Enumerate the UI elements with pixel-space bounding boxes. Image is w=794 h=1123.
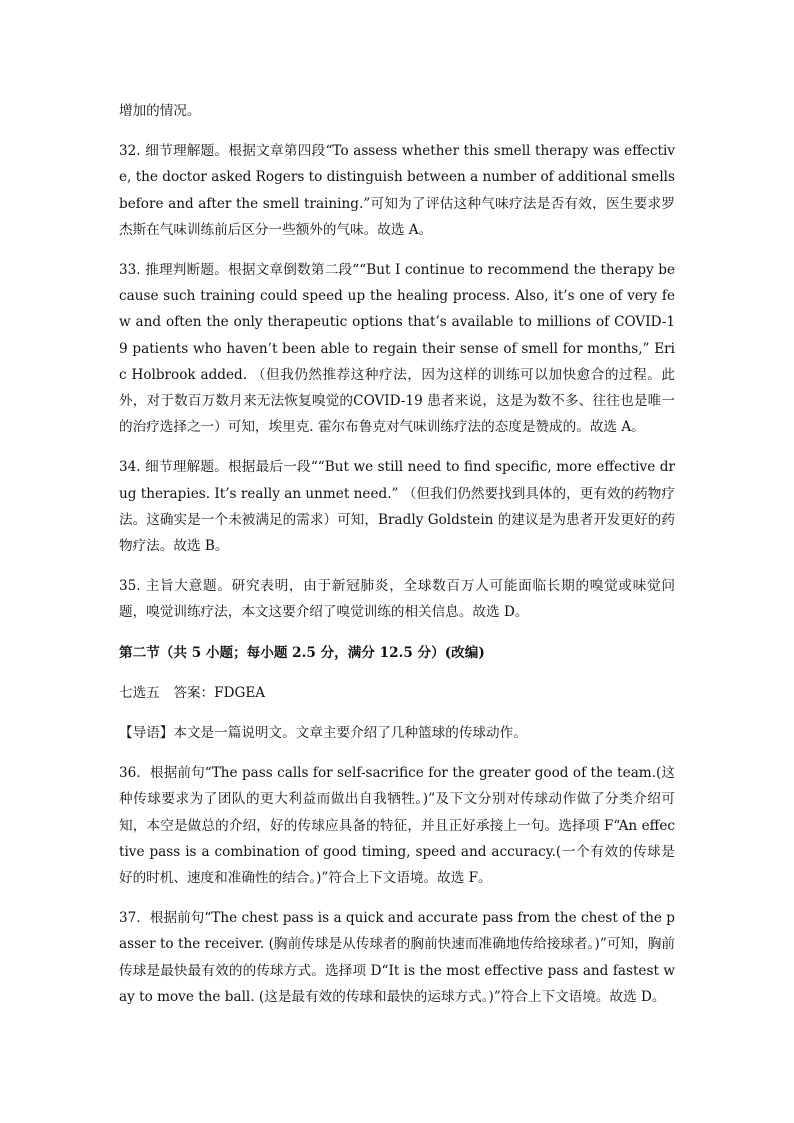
answer-36-explanation: 36．根据前句“The pass calls for self-sacrifice for the greater good of the team.(这种传球要求为了团队的更大利益而做出自我牺牲。)”及下文分别对传球动作做了分类介绍可知，本空是做总的介绍，好的传球应具备的特征，并且正好承接上一句。选择项 F“An effective pass is a combination of good timing, speed and accuracy.(一个有效的传球是好的时机、速度和准确性的结合。)”符合上下文语境。故选 F。 bbox=[119, 765, 675, 887]
answer-32-explanation: 32. 细节理解题。根据文章第四段“To assess whether this smell therapy was effective, the doctor asked Rogers to distinguish between a number of additional smells before and after the smell training.”可知为了评估这种气味疗法是否有效，医生要求罗杰斯在气味训练前后区分一些额外的气味。故选 A。 bbox=[119, 143, 675, 238]
document-body bbox=[119, 98, 675, 1024]
answer-37-explanation: 37．根据前句“The chest pass is a quick and accurate pass from the chest of the passer to the receiver. (胸前传球是从传球者的胸前快速而准确地传给接球者。)”可知，胸前传球是最快最有效的的传球方式。选择项 D“It is the most effective pass and fastest way to move the ball. (这是最有效的传球和最快的运球方式。)”符合上下文语境。故选 D。 bbox=[119, 910, 675, 1005]
section-heading: 第二节（共 5 小题；每小题 2.5 分，满分 12.5 分）(改编) bbox=[119, 644, 485, 661]
intro-guide: 【导语】本文是一篇说明文。文章主要介绍了几种篮球的传球动作。 bbox=[119, 725, 527, 742]
answer-key-line: 七选五 答案：FDGEA bbox=[119, 684, 266, 701]
answer-34-explanation: 34. 细节理解题。根据最后一段““But we still need to find specific, more effective drug therapies. It’s really an unmet need.” （但我们仍然要找到具体的，更有效的药物疗法。这确实是一个未被满足的需求）可知，Bradly Goldstein 的建议是为患者开发更好的药物疗法。故选 B。 bbox=[119, 459, 675, 555]
answer-33-explanation: 33. 推理判断题。根据文章倒数第二段““But I continue to recommend the therapy because such training could speed up the healing process. Also, it’s one of very few and often the only therapeutic options that’s available to millions of COVID-19 patients who haven’t been able to regain their sense of smell for months,” Eric Holbrook added. （但我仍然推荐这种疗法，因为这样的训练可以加快愈合的过程。此外，对于数百万数月来无法恢复嗅觉的COVID-19 患者来说，这是为数不多、往往也是唯一的治疗选择之一）可知，埃里克. 霍尔布鲁克对气味训练疗法的态度是赞成的。故选 A。 bbox=[119, 262, 675, 436]
answer-35-explanation: 35. 主旨大意题。研究表明，由于新冠肺炎，全球数百万人可能面临长期的嗅觉或味觉问题，嗅觉训练疗法，本文这要介绍了嗅觉训练的相关信息。故选 D。 bbox=[119, 578, 675, 621]
paragraph-continuation: 增加的情况。 bbox=[119, 103, 201, 119]
